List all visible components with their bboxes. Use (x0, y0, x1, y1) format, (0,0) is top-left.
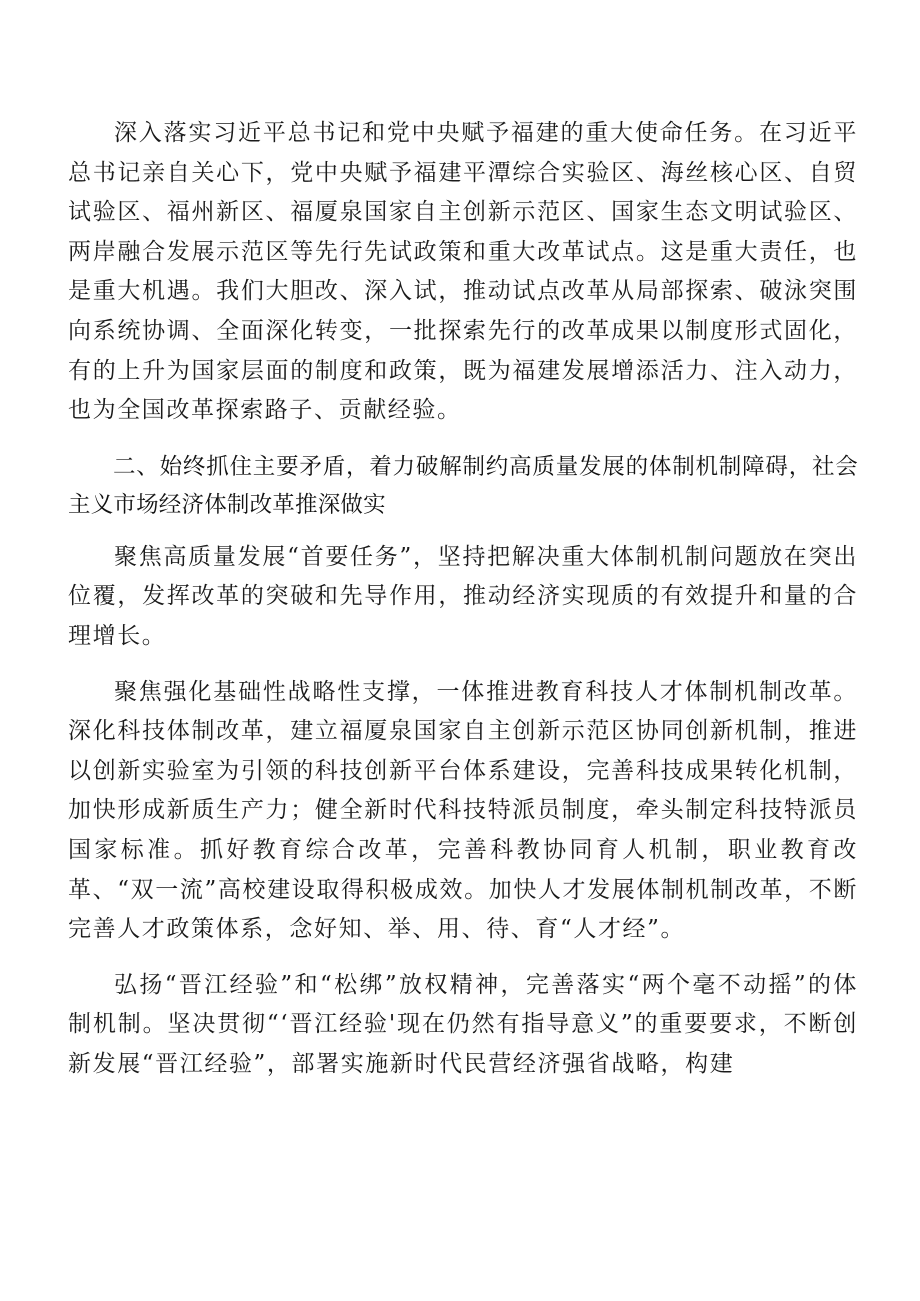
paragraph-jinjiang-experience: 弘扬“晋江经验”和“松绑”放权精神，完善落实“两个毫不动摇”的体制机制。坚决贯彻“‘晋江经验'现在仍然有指导意义”的重要要求，不断创新发展“晋江经验”，部署实施新时代民营经济强省战略，构建 (68, 971, 858, 1077)
document-body (68, 114, 858, 1084)
paragraph-education-science-talent: 聚焦强化基础性战略性支撑，一体推进教育科技人才体制机制改革。深化科技体制改革，建立福厦泉国家自主创新示范区协同创新机制，推进以创新实验室为引领的科技创新平台体系建设，完善科技成果转化机制，加快形成新质生产力；健全新时代科技特派员制度，牵头制定科技特派员国家标准。抓好教育综合改革，完善科教协同育人机制，职业教育改革、“双一流”高校建设取得积极成效。加快人才发展体制机制改革，不断完善人才政策体系，念好知、举、用、待、育“人才经”。 (68, 678, 858, 943)
paragraph-reform-mission: 深入落实习近平总书记和党中央赋予福建的重大使命任务。在习近平总书记亲自关心下，党中央赋予福建平潭综合实验区、海丝核心区、自贸试验区、福州新区、福厦泉国家自主创新示范区、国家生态文明试验区、两岸融合发展示范区等先行先试政策和重大改革试点。这是重大责任，也是重大机遇。我们大胆改、深入试，推动试点改革从局部探索、破泳突围向系统协调、全面深化转变，一批探索先行的改革成果以制度形式固化，有的上升为国家层面的制度和政策，既为福建发展增添活力、注入动力，也为全国改革探索路子、贡献经验。 (68, 120, 858, 424)
paragraph-high-quality-development: 聚焦高质量发展“首要任务”，坚持把解决重大体制机制问题放在突出位覆，发挥改革的突破和先导作用，推动经济实现质的有效提升和量的合理增长。 (68, 543, 858, 649)
section-heading-2: 二、始终抓住主要矛盾，着力破解制约高质量发展的体制机制障碍，社会主义市场经济体制改革推深做实 (68, 453, 858, 518)
